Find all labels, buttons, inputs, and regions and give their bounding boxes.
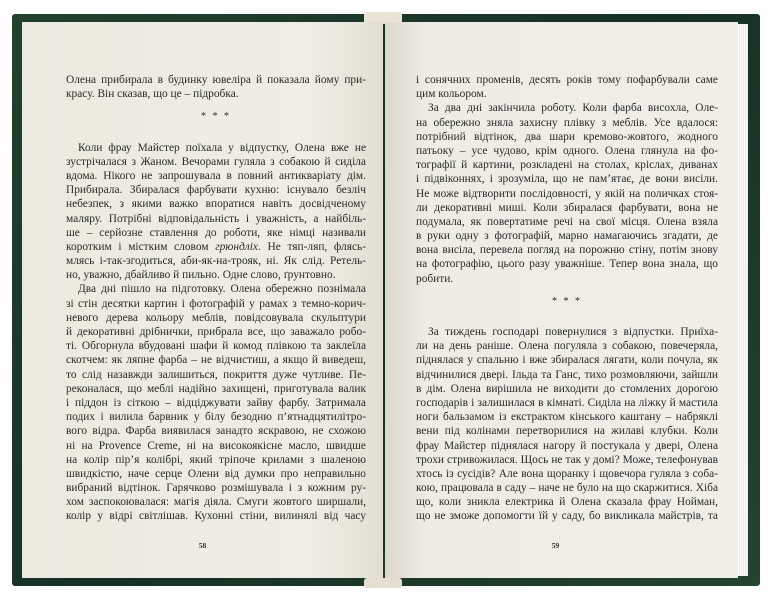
text-line: вона висіла, перевела погляд на порожню стіну, потім знову <box>416 244 718 257</box>
text-line: вибраний відтінок. Гарячково розмішувала і з кожним ру- <box>66 482 366 495</box>
text-line: скотчем: як ляпне фарба – не відчистиш, а якщо й виведеш, <box>66 354 366 367</box>
text-line: ні на Provence Creme, ні на високоякісне масло, швидше <box>66 439 366 452</box>
text-line: подих і вилила барвник у білу безодню п’ятнадцятилітро- <box>66 411 366 424</box>
text-line: потрібний відтінок, два шари кремово-жовтого, жодного <box>416 130 718 143</box>
text-line: зі стін десятки картин і фотографій у рамах з темно-корич- <box>66 297 366 310</box>
text-line: Коли фрау Майстер поїхала у відпустку, Олена вже не <box>78 141 366 154</box>
right-page <box>385 22 738 578</box>
text-line: Прибирала. Збиралася фарбувати кухню: існувало безліч <box>66 184 366 197</box>
text-segment: . Не тяп-ляп, флясь- <box>257 240 366 253</box>
left-page <box>22 22 383 578</box>
paragraph <box>66 141 366 283</box>
text-line: піднялася у спальню і вже збиралася лягати, коли почула, як <box>416 354 718 367</box>
text-line: і сонячних променів, десять років тому пофарбували саме <box>416 74 718 86</box>
text-line: в руки одну з фотографій, марно намагаючись згадати, де <box>416 230 718 243</box>
page-number: 59 <box>551 541 560 550</box>
text-line: колір у відрі світлішав. Кухонні стіни, вилинялі від часу <box>66 510 366 523</box>
text-line: невого дерева кольору меблів, повідсовувала скульптури <box>66 311 366 324</box>
paragraph <box>66 73 366 101</box>
section-break: * * * <box>552 295 582 307</box>
text-line: ше – серйозне ставлення до роботи, яке німці називали <box>66 226 366 239</box>
text-line: млясь і-так-згодиться, аби-як-на-трояк, ні. Як слід. Ретель- <box>66 255 366 268</box>
text-line: і підвіконнях, і зрозуміла, що не пам’ятає, де вони висіли. <box>416 173 718 186</box>
text-line: хом заспокоювалася: магія діяла. Смуги жовтого ширшали, <box>66 496 366 509</box>
text-line: но, уважно, дбайливо й пильно. Одне слово, ґрунтовно. <box>66 269 336 282</box>
text-line: то слід назавжди залишиться, покриття дуже чутливе. Пе- <box>66 368 366 381</box>
paragraph <box>416 325 718 524</box>
page-number: 58 <box>198 541 207 550</box>
text-line: реконалася, що меблі надійно захищені, приготувала валик <box>66 382 366 395</box>
text-line: швидкістю, наче серце Олени від думки про неправильно <box>66 467 366 480</box>
text-line: За два дні закінчила роботу. Коли фарба висохла, Оле- <box>428 102 718 115</box>
text-line: За тиждень господарі повернулися з відпустки. Приїха- <box>428 326 718 338</box>
text-line: на фотографію, цього разу уважніше. Тепер вона знала, що <box>416 258 718 271</box>
text-segment: коротким і містким словом <box>66 240 216 253</box>
text-line: маляру. Потрібні відповідальність і уважність, а найбіль- <box>66 212 366 225</box>
text-line: вого відра. Фарба виявилася занадто яскравою, не схожою <box>66 425 366 438</box>
text-line: трохи стривожилася. Щось не так у домі? Може, телефонував <box>416 453 718 466</box>
text-line: зустрічалася з Жаном. Вечорами гуляла з собакою й сиділа <box>66 155 366 168</box>
text-line: на обережно зняла захисну плівку з меблів. Усе вдалося: <box>416 116 718 129</box>
text-line: тографії й картини, розкладені на столах, кріслах, диванах <box>416 159 718 172</box>
text-line: ли на день раніше. Олена погуляла з собакою, повечеряла, <box>416 340 718 353</box>
text-line: відчинилися двері. Ільда та Ганс, тихо розмовляючи, зайшли <box>416 368 718 381</box>
text-line: на колір пір’я колібрі, який тріпоче крилами з шаленою <box>66 453 366 466</box>
text-line: робити. <box>416 272 454 285</box>
text-line: патьоку – усе чудово, крім одного. Олена глянула на фо- <box>416 144 718 157</box>
text-line: подумала, як повертатиме речі на свої місця. Олена взяла <box>416 215 718 228</box>
text-line: і піддон із сіткою – відціджувати зайву фарбу. Затримала <box>66 396 366 409</box>
italic-word: грюндліх <box>215 240 258 253</box>
left-page-text <box>66 73 366 524</box>
text-line: ті. Обгорнула вбудовані шафи й комод плівкою та заклеїла <box>66 340 366 353</box>
text-line: що не зможе допомогти їй у саду, бо викликала майстрів, та <box>416 510 718 523</box>
text-line: вени під колінами перетворилися на жилаві клубки. Коли <box>416 425 718 438</box>
section-break: * * * <box>201 111 231 123</box>
text-line: що, коли зникла електрика й Олена сказала фрау Нойман, <box>416 496 718 509</box>
text-line: господарів і залишилася в кімнаті. Сиділа на ліжку й мастила <box>416 396 718 409</box>
book-footband <box>364 578 402 588</box>
text-line: Олена прибирала в будинку ювеліра й показала йому при- <box>66 74 366 86</box>
paragraph <box>416 73 718 101</box>
paragraph <box>66 282 366 523</box>
text-line: фрау Майстер піднялася нагору й постукала у двері, Олена <box>416 439 718 452</box>
text-line: й декоративні дрібнички, прибрала все, що заважало робо- <box>66 326 366 338</box>
text-line: красу. Він сказав, що це – підробка. <box>66 88 239 101</box>
text-line: кою, працювала в саду – наче не було на що скаржитися. Хіба <box>416 482 718 495</box>
text-line: вдома. Нікого не запрошувала в повний антикваріату дім. <box>66 169 366 182</box>
text-line: цим кольором. <box>416 88 487 101</box>
right-page-text <box>416 73 718 524</box>
text-line: небезпек, з якими важко впоратися навіть досвідченому <box>66 198 366 211</box>
text-line: ли декоративні миші. Коли збиралася фарбувати, вона не <box>416 201 718 214</box>
text-line: Не може відтворити послідовності, у якій на поличках стоя- <box>416 187 718 200</box>
page-edges <box>738 24 748 576</box>
text-line: в дім. Олена вирішила не виходити до стомлених дорогою <box>416 382 718 395</box>
text-line <box>66 240 366 254</box>
text-line: Два дні пішло на підготовку. Олена обережно познімала <box>78 283 366 296</box>
text-line: ноги бальзамом із екстрактом кінського каштану – набряклі <box>416 411 718 424</box>
text-line: хтось із сусідів? Але вона щоранку і щовечора гуляла з соба- <box>416 467 718 480</box>
paragraph <box>416 101 718 285</box>
